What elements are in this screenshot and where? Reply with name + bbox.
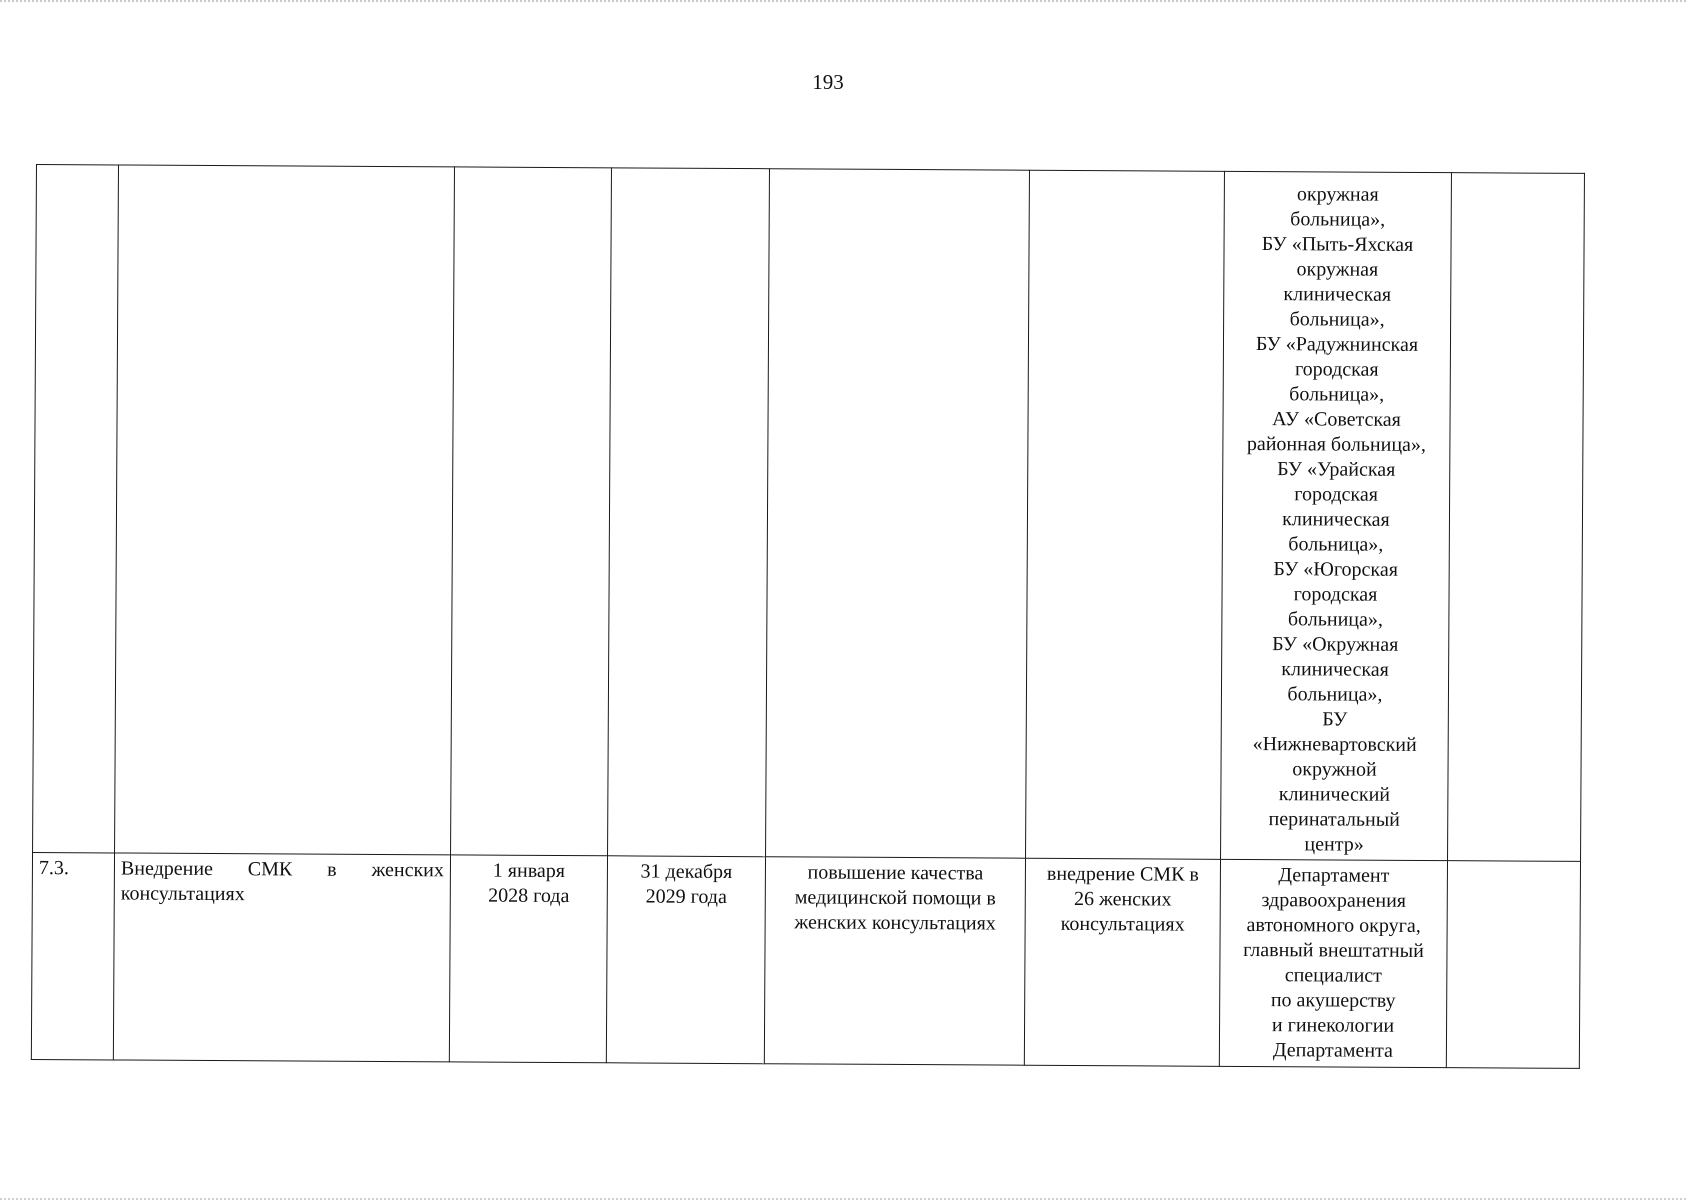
indicator-line: 26 женских <box>1074 887 1172 911</box>
indicator-line: внедрение СМК в <box>1046 862 1199 886</box>
measure-name-line: Внедрение СМК в женских <box>120 857 445 882</box>
cell-number <box>31 852 114 1059</box>
executor-line: больница», <box>1289 383 1385 406</box>
executor-line: районная больница», <box>1246 432 1426 457</box>
executor-line: АУ «Советская <box>1272 408 1401 431</box>
executor-line: окружная <box>1296 183 1379 206</box>
executor-line: окружная <box>1296 258 1379 281</box>
executor-line: автономного округа, <box>1246 913 1421 937</box>
executor-line: «Нижневартовский <box>1252 733 1417 756</box>
executor-line: центр» <box>1304 833 1364 856</box>
cell-name <box>113 853 450 1062</box>
executor-line: БУ <box>1322 708 1348 731</box>
executor-line: городская <box>1294 358 1379 381</box>
executor-line: больница», <box>1287 683 1383 706</box>
executor-line: больница», <box>1289 308 1385 331</box>
executor-line: БУ «Урайская <box>1277 458 1396 481</box>
cell-end <box>606 856 765 1064</box>
executor-line: БУ «Югорская <box>1273 558 1399 581</box>
cell-note <box>1448 173 1585 862</box>
page-number: 193 <box>812 70 844 94</box>
cell-indicator <box>1026 170 1225 859</box>
executor-line: специалист <box>1284 964 1383 987</box>
executor-line: БУ «Пыть-Яхская <box>1261 233 1414 256</box>
end-date-line: 2029 года <box>645 885 727 908</box>
executor-line: больница», <box>1290 208 1386 231</box>
executor-line: окружной <box>1292 758 1377 781</box>
executor-line: перинатальный <box>1268 808 1400 831</box>
executor-line: Департамента <box>1272 1039 1393 1062</box>
executor-line: БУ «Окружная <box>1272 633 1399 656</box>
start-date-line: 1 января <box>492 859 566 883</box>
result-line: медицинской помощи в <box>794 886 996 910</box>
executor-line: здравоохранения <box>1261 889 1407 912</box>
cell-end <box>608 168 770 857</box>
executor-line: клиническая <box>1281 658 1389 681</box>
start-date-line: 2028 года <box>488 884 570 908</box>
executor-line: городская <box>1294 483 1379 506</box>
end-date-line: 31 декабря <box>640 860 733 884</box>
executor-line: Департамент <box>1278 864 1390 887</box>
cell-result <box>764 857 1025 1065</box>
cell-start <box>451 167 612 856</box>
executor-line: клиническая <box>1282 508 1390 531</box>
table-row-7-3 <box>31 852 1580 1068</box>
executor-line: больница», <box>1288 533 1384 556</box>
scan-edge-bottom <box>0 1188 1686 1200</box>
table-row-continuation <box>33 165 1585 862</box>
executor-line: главный внештатный <box>1243 938 1424 963</box>
result-line: повышение качества <box>807 861 984 885</box>
row-number: 7.3. <box>38 857 70 880</box>
cell-name <box>115 165 455 855</box>
executor-line: БУ «Радужнинская <box>1255 333 1419 356</box>
plan-table <box>31 164 1585 1069</box>
executor-line: клинический <box>1278 783 1391 806</box>
measure-name-line: консультациях <box>120 882 245 906</box>
executor-line: больница», <box>1287 608 1383 631</box>
cell-number <box>33 165 119 853</box>
result-line: женских консультациях <box>794 911 996 935</box>
cell-start <box>449 855 607 1063</box>
executor-line: и гинекологии <box>1271 1014 1395 1037</box>
executor-line: клиническая <box>1283 283 1392 306</box>
cell-executors <box>1221 171 1452 860</box>
executor-line: городская <box>1293 583 1378 606</box>
cell-indicator <box>1024 858 1220 1066</box>
indicator-line: консультациях <box>1060 912 1185 936</box>
cell-executors <box>1219 859 1447 1067</box>
cell-result <box>766 169 1030 858</box>
executor-line: по акушерству <box>1270 989 1396 1012</box>
cell-note <box>1446 861 1580 1069</box>
scan-edge-top <box>0 0 1686 14</box>
